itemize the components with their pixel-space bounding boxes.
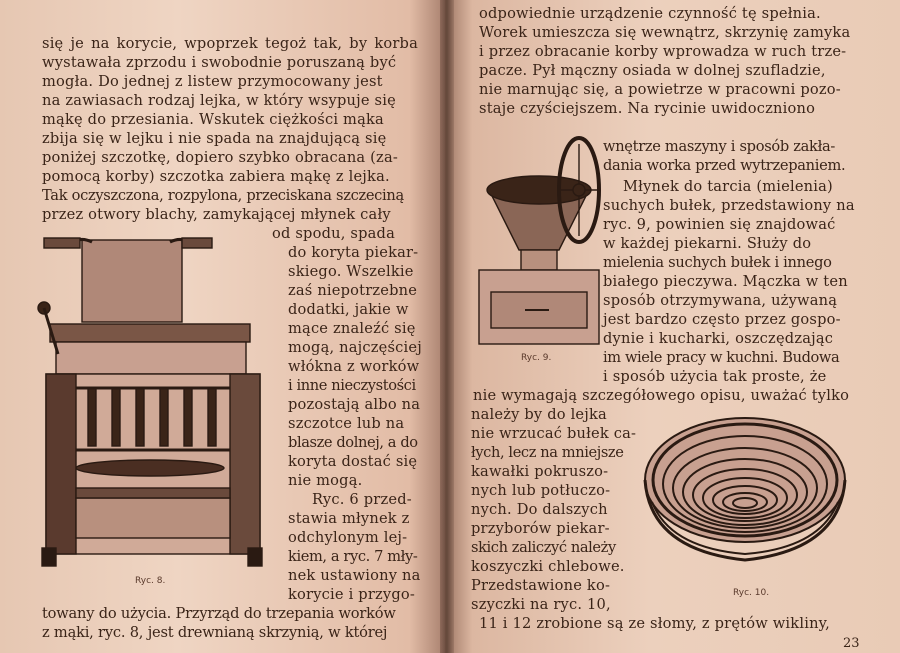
left-side-line: odchylonym lej- (288, 529, 408, 546)
left-side-line: do koryta piekar- (288, 244, 419, 261)
right-text-line: nie wymagają szczegółowego opisu, uważać tylko (473, 387, 850, 404)
right-side-line: białego pieczywa. Mączka w ten (603, 273, 848, 290)
right-narrow-line: nie wrzucać bułek ca- (471, 425, 637, 442)
right-side-line: jest bardzo często przez gospo- (603, 311, 841, 328)
right-narrow-line: łych, lecz na mniejsze (471, 444, 624, 461)
left-text-line: wystawała zprzodu i swobodnie poruszaną być (42, 54, 397, 71)
right-side-line: mielenia suchych bułek i innego (603, 254, 832, 271)
right-narrow-line: skich zaliczyć należy (471, 539, 616, 556)
book-gutter (440, 0, 454, 653)
figure-8-sack-beater-illustration (30, 228, 270, 568)
left-side-line: nie mogą. (288, 472, 363, 489)
left-side-line: mogą, najczęściej (288, 339, 422, 356)
left-side-line: pozostają albo na (288, 396, 421, 413)
right-side-line: dania worka przed wytrzepaniem. (603, 157, 846, 174)
left-text-line: mąkę do przesiania. Wskutek ciężkości mąka (42, 111, 384, 128)
left-side-line: włókna z worków (288, 358, 420, 375)
right-side-line: im wiele pracy w kuchni. Budowa (603, 349, 840, 366)
right-side-line: dynie i kucharki, oszczędzając (603, 330, 834, 347)
left-text-line: zbija się w lejku i nie spada na znajdującą się (42, 130, 387, 147)
right-narrow-line: nych. Do dalszych (471, 501, 608, 518)
figure-10-bread-basket-illustration (640, 410, 850, 580)
left-side-line: mące znaleźć się (288, 320, 416, 337)
left-side-line: koryta dostać się (288, 453, 418, 470)
right-text-line: pacze. Pył mączny osiada w dolnej szufladzie, (479, 62, 826, 79)
page-number: 23 (843, 636, 860, 651)
left-side-line: Ryc. 6 przed- (312, 491, 412, 508)
left-side-line: stawia młynek z (288, 510, 410, 527)
right-side-line: ryc. 9, powinien się znajdować (603, 216, 836, 233)
right-text-line: Worek umieszcza się wewnątrz, skrzynię zamyka (479, 24, 851, 41)
right-side-line: sposób otrzymywana, używaną (603, 292, 838, 309)
left-side-line: zaś niepotrzebne (288, 282, 418, 299)
left-side-line: blasze dolnej, a do (288, 434, 418, 451)
figure-10-caption: Ryc. 10. (733, 588, 770, 598)
left-text-line: na zawiasach rodzaj lejka, w który wsypuje się (42, 92, 396, 109)
left-text-line: Tak oczyszczona, rozpylona, przeciskana szczeciną (42, 187, 404, 204)
right-text-line: i przez obracanie korby wprowadza w ruch trze- (479, 43, 847, 60)
right-side-line: w każdej piekarni. Służy do (603, 235, 812, 252)
right-side-line: wnętrze maszyny i sposób zakła- (603, 138, 836, 155)
right-narrow-line: przyborów piekar- (471, 520, 610, 537)
left-side-line: nek ustawiony na (288, 567, 421, 584)
figure-8-caption: Ryc. 8. (135, 576, 166, 586)
left-text-line: towany do użycia. Przyrząd do trzepania worków (42, 605, 396, 622)
left-text-line: mogła. Do jednej z listew przymocowany jest (42, 73, 383, 90)
right-narrow-line: Przedstawione ko- (471, 577, 611, 594)
right-page (445, 0, 900, 653)
right-narrow-line: szyczki na ryc. 10, (471, 596, 611, 613)
right-text-line: 11 i 12 zrobione są ze słomy, z prętów wikliny, (479, 615, 831, 632)
left-side-line: korycie i przygo- (288, 586, 415, 603)
figure-9-caption: Ryc. 9. (521, 353, 552, 363)
right-narrow-line: koszyczki chlebowe. (471, 558, 625, 575)
left-side-line: dodatki, jakie w (288, 301, 409, 318)
figure-9-bread-grinder-illustration (469, 130, 609, 350)
left-text-line: z mąki, ryc. 8, jest drewnianą skrzynią, w której (42, 624, 388, 641)
left-text-line: pomocą korby) szczotka zabiera mąkę z lejka. (42, 168, 390, 185)
right-text-line: staje czyściejszem. Na rycinie uwidoczniono (479, 100, 816, 117)
right-text-line: odpowiednie urządzenie czynność tę spełnia. (479, 5, 821, 22)
left-text-line: przez otwory blachy, zamykającej młynek cały (42, 206, 391, 223)
left-page (0, 0, 445, 653)
right-side-line: suchych bułek, przedstawiony na (603, 197, 855, 214)
right-narrow-line: kawałki pokruszo- (471, 463, 609, 480)
right-narrow-line: należy by do lejka (471, 406, 607, 423)
left-side-line: i inne nieczystości (288, 377, 416, 394)
right-narrow-line: nych lub potłuczo- (471, 482, 611, 499)
left-text-line: się je na korycie, wpoprzek tegoż tak, by korba (42, 35, 418, 52)
right-side-line: i sposób użycia tak proste, że (603, 368, 827, 385)
left-side-line: szczotce lub na (288, 415, 405, 432)
right-text-line: nie marnując się, a powietrze w pracowni pozo- (479, 81, 841, 98)
left-side-line: kiem, a ryc. 7 mły- (288, 548, 418, 565)
left-side-line: skiego. Wszelkie (288, 263, 414, 280)
left-text-line: poniżej szczotkę, dopiero szybko obracana (za- (42, 149, 398, 166)
left-side-line: od spodu, spada (272, 225, 395, 242)
right-side-line: Młynek do tarcia (mielenia) (623, 178, 833, 195)
